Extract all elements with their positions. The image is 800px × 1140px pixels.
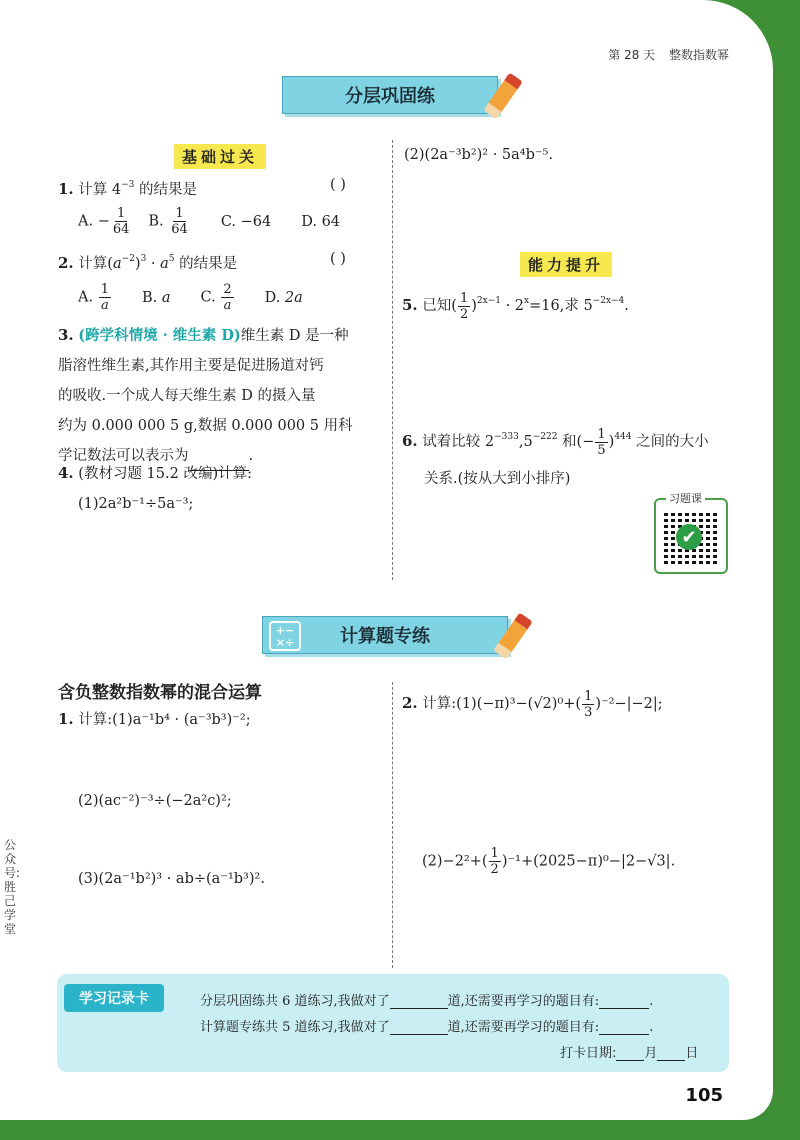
q3-end: . (248, 448, 254, 464)
checkmark-icon: ✔ (676, 524, 702, 550)
section-banner-consolidate (282, 76, 498, 114)
frac-num: 1 (175, 206, 184, 221)
frac-num: 1 (116, 206, 126, 221)
frac-num: 2 (223, 282, 232, 297)
subheading-advanced: 能力提升 (520, 252, 612, 277)
column-divider (392, 682, 393, 968)
record-text: 道,还需要再学习的题目有: (447, 1020, 600, 1035)
calc-q2-post: )⁻²−|−2|; (595, 696, 663, 712)
question-number: 2. (58, 254, 74, 272)
var-a: a (160, 256, 169, 272)
question-number: 4. (58, 464, 74, 482)
question-6: 6. 试着比较 $2^{-333},5^{-222}$ 和(− $\frac{1}{5}$ )$^{444}$ 之间的大小 关系.(按从大到小排序) (402, 422, 709, 494)
qr-code[interactable] (654, 498, 728, 574)
q4-part1: (1)2a²b⁻¹÷5a⁻³; (78, 496, 194, 512)
calc-q2-text: 计算:(1)(−π)³−(√2)⁰+( (422, 696, 582, 712)
question-1 (58, 170, 197, 205)
banner-title: 计算题专练 (340, 626, 430, 647)
option-label: C. (200, 289, 216, 306)
option-label: A. (78, 289, 94, 306)
record-text: 计算题专练共 5 道练习,我做对了 (200, 1020, 390, 1035)
q3-line: 脂溶性维生素,其作用主要是促进肠道对钙 (58, 358, 324, 374)
question-number: 3. (58, 326, 74, 344)
answer-paren: ( ) (330, 177, 346, 193)
option-d[interactable] (265, 283, 303, 313)
record-date (560, 1042, 698, 1061)
dot: · (146, 256, 161, 272)
date-label: 打卡日期: (560, 1046, 617, 1061)
calc-q1-part1: 计算:(1)a⁻¹b⁴ · (a⁻³b³)⁻²; (78, 712, 251, 728)
calc-q1-part2: (2)(ac⁻²)⁻³÷(−2a²c)²; (78, 793, 232, 809)
option-label: B. (141, 289, 158, 306)
calculator-icon: +− ×÷ (269, 621, 301, 651)
record-card-tag: 学习记录卡 (64, 984, 164, 1012)
option-label: D. (264, 289, 281, 306)
frac-den: 64 (171, 222, 188, 237)
option-c[interactable] (221, 207, 271, 237)
question-number: 1. (58, 180, 74, 198)
day-blank[interactable] (657, 1047, 685, 1061)
q5-eq: =16,求 5 (529, 298, 593, 314)
q4-part2: (2)(2a⁻³b²)² · 5a⁴b⁻⁵. (404, 147, 553, 163)
day-label: 日 (685, 1046, 699, 1061)
page-number: 105 (685, 1085, 723, 1106)
banner-title: 分层巩固练 (345, 86, 435, 107)
pencil-icon (483, 73, 522, 120)
option-label: B. (148, 213, 164, 230)
q6-post: 之间的大小 (631, 434, 709, 450)
calc-question-1 (58, 704, 251, 735)
answer-blank[interactable] (390, 995, 448, 1009)
month-blank[interactable] (616, 1047, 644, 1061)
exp: 444 (614, 432, 632, 442)
frac-den: 64 (112, 222, 130, 237)
option-b[interactable] (148, 206, 190, 237)
option-value: 2a (284, 289, 303, 306)
exp: −2x−4 (592, 296, 625, 306)
question-5: 5. 已知( $\frac{1}{2}$ )$^{2x-1} \cdot 2^x=16$,求 $5^{-2x-4}$. (402, 290, 629, 322)
option-d[interactable] (301, 207, 340, 237)
q5-mid: · 2 (500, 298, 525, 314)
q5-text: 已知( (422, 298, 457, 314)
frac-num: 1 (597, 426, 606, 442)
question-number: 1. (58, 710, 74, 728)
question-3 (58, 320, 388, 471)
question-number: 2. (402, 694, 418, 712)
option-sign: − (97, 213, 110, 230)
month-label: 月 (644, 1046, 658, 1061)
frac-num: 1 (459, 290, 469, 306)
q3-line: 维生素 D 是一种 (240, 328, 349, 344)
record-text: 分层巩固练共 6 道练习,我做对了 (200, 994, 390, 1009)
paren-close: ) (134, 256, 141, 272)
option-a[interactable] (78, 206, 132, 237)
frac-den: a (223, 298, 232, 313)
option-label: A. (78, 213, 94, 230)
frac-den: 5 (597, 442, 606, 458)
calc-q2-part2 (422, 846, 675, 877)
exp: x (524, 296, 530, 306)
record-line-2: 计算题专练共 5 道练习,我做对了 道,还需要再学习的题目有: . (200, 1020, 654, 1035)
side-watermark: 公众号:胜己学堂 (4, 838, 21, 936)
option-b[interactable] (142, 283, 171, 313)
var-a: a (112, 256, 122, 272)
question-4 (58, 458, 252, 519)
exp: 5 (168, 254, 175, 264)
option-c[interactable] (201, 282, 235, 313)
q1-exponent: −3 (121, 180, 135, 190)
record-text: 道,还需要再学习的题目有: (447, 994, 600, 1009)
q5-end: . (624, 298, 629, 314)
record-line-1: 分层巩固练共 6 道练习,我做对了 道,还需要再学习的题目有: . (200, 994, 654, 1009)
q3-line: 约为 0.000 000 5 g,数据 0.000 000 5 用科 (58, 418, 353, 434)
option-value: 64 (321, 213, 341, 230)
exp: 3 (140, 254, 147, 264)
column-divider (392, 140, 393, 580)
question-2 (58, 244, 237, 279)
q1-options (78, 206, 340, 237)
q3-line: 学记数法可以表示为 (58, 448, 189, 464)
frac-den: 3 (584, 704, 593, 720)
answer-blank[interactable] (390, 1021, 448, 1035)
qr-label: 习题课 (666, 490, 705, 506)
calc-q2-text: (2)−2²+( (422, 853, 488, 870)
q2-options (78, 282, 303, 313)
exp: −222 (532, 432, 558, 442)
question-number: 5. (402, 296, 418, 314)
q2-text: 计算( (78, 256, 113, 272)
option-label: D. (301, 213, 317, 230)
q6-line2: 关系.(按从大到小排序) (424, 470, 571, 487)
option-a[interactable] (78, 282, 112, 313)
q1-text-post: 的结果是 (134, 182, 198, 198)
calc-heading: 含负整数指数幂的混合运算 (58, 683, 262, 703)
frac-den: 2 (459, 306, 469, 322)
calc-q1-part3: (3)(2a⁻¹b²)³ · ab÷(a⁻¹b³)². (78, 871, 265, 887)
section-banner-calc (262, 616, 508, 654)
question-number: 6. (402, 432, 418, 450)
frac-den: a (100, 298, 109, 313)
q6-text: 试着比较 2 (422, 434, 495, 450)
cross-subject-tag: (跨学科情境 · 维生素 D) (78, 327, 241, 344)
pencil-icon (493, 613, 532, 660)
answer-paren: ( ) (330, 251, 346, 267)
header-day: 第 28 天 (608, 48, 656, 62)
header-topic: 整数指数幂 (668, 48, 729, 62)
q6-mid: ,5 (518, 434, 533, 450)
option-label: C. (220, 213, 237, 230)
exp: 2x−1 (476, 296, 501, 306)
answer-blank[interactable] (599, 1021, 649, 1035)
option-value: −64 (240, 213, 272, 230)
frac-num: 1 (490, 846, 499, 861)
frac-num: 1 (584, 688, 593, 704)
frac-den: 2 (490, 862, 499, 877)
q2-text-post: 的结果是 (174, 256, 238, 272)
exp: −333 (494, 432, 519, 442)
q4-text: (教材习题 15.2 改编)计算: (78, 466, 252, 482)
page-header (598, 46, 729, 63)
q3-line: 的吸收.一个成人每天维生素 D 的摄入量 (58, 388, 316, 404)
q6-mid: 和(− (557, 434, 595, 450)
option-value: a (161, 289, 171, 306)
subheading-basic: 基础过关 (174, 144, 266, 169)
frac-num: 1 (100, 282, 109, 297)
q1-text: 计算 4 (78, 182, 122, 198)
calc-question-2 (402, 688, 663, 720)
calc-q2-post: )⁻¹+(2025−π)⁰−|2−√3|. (501, 853, 676, 870)
exp: −2 (121, 254, 135, 264)
answer-blank[interactable] (599, 995, 649, 1009)
